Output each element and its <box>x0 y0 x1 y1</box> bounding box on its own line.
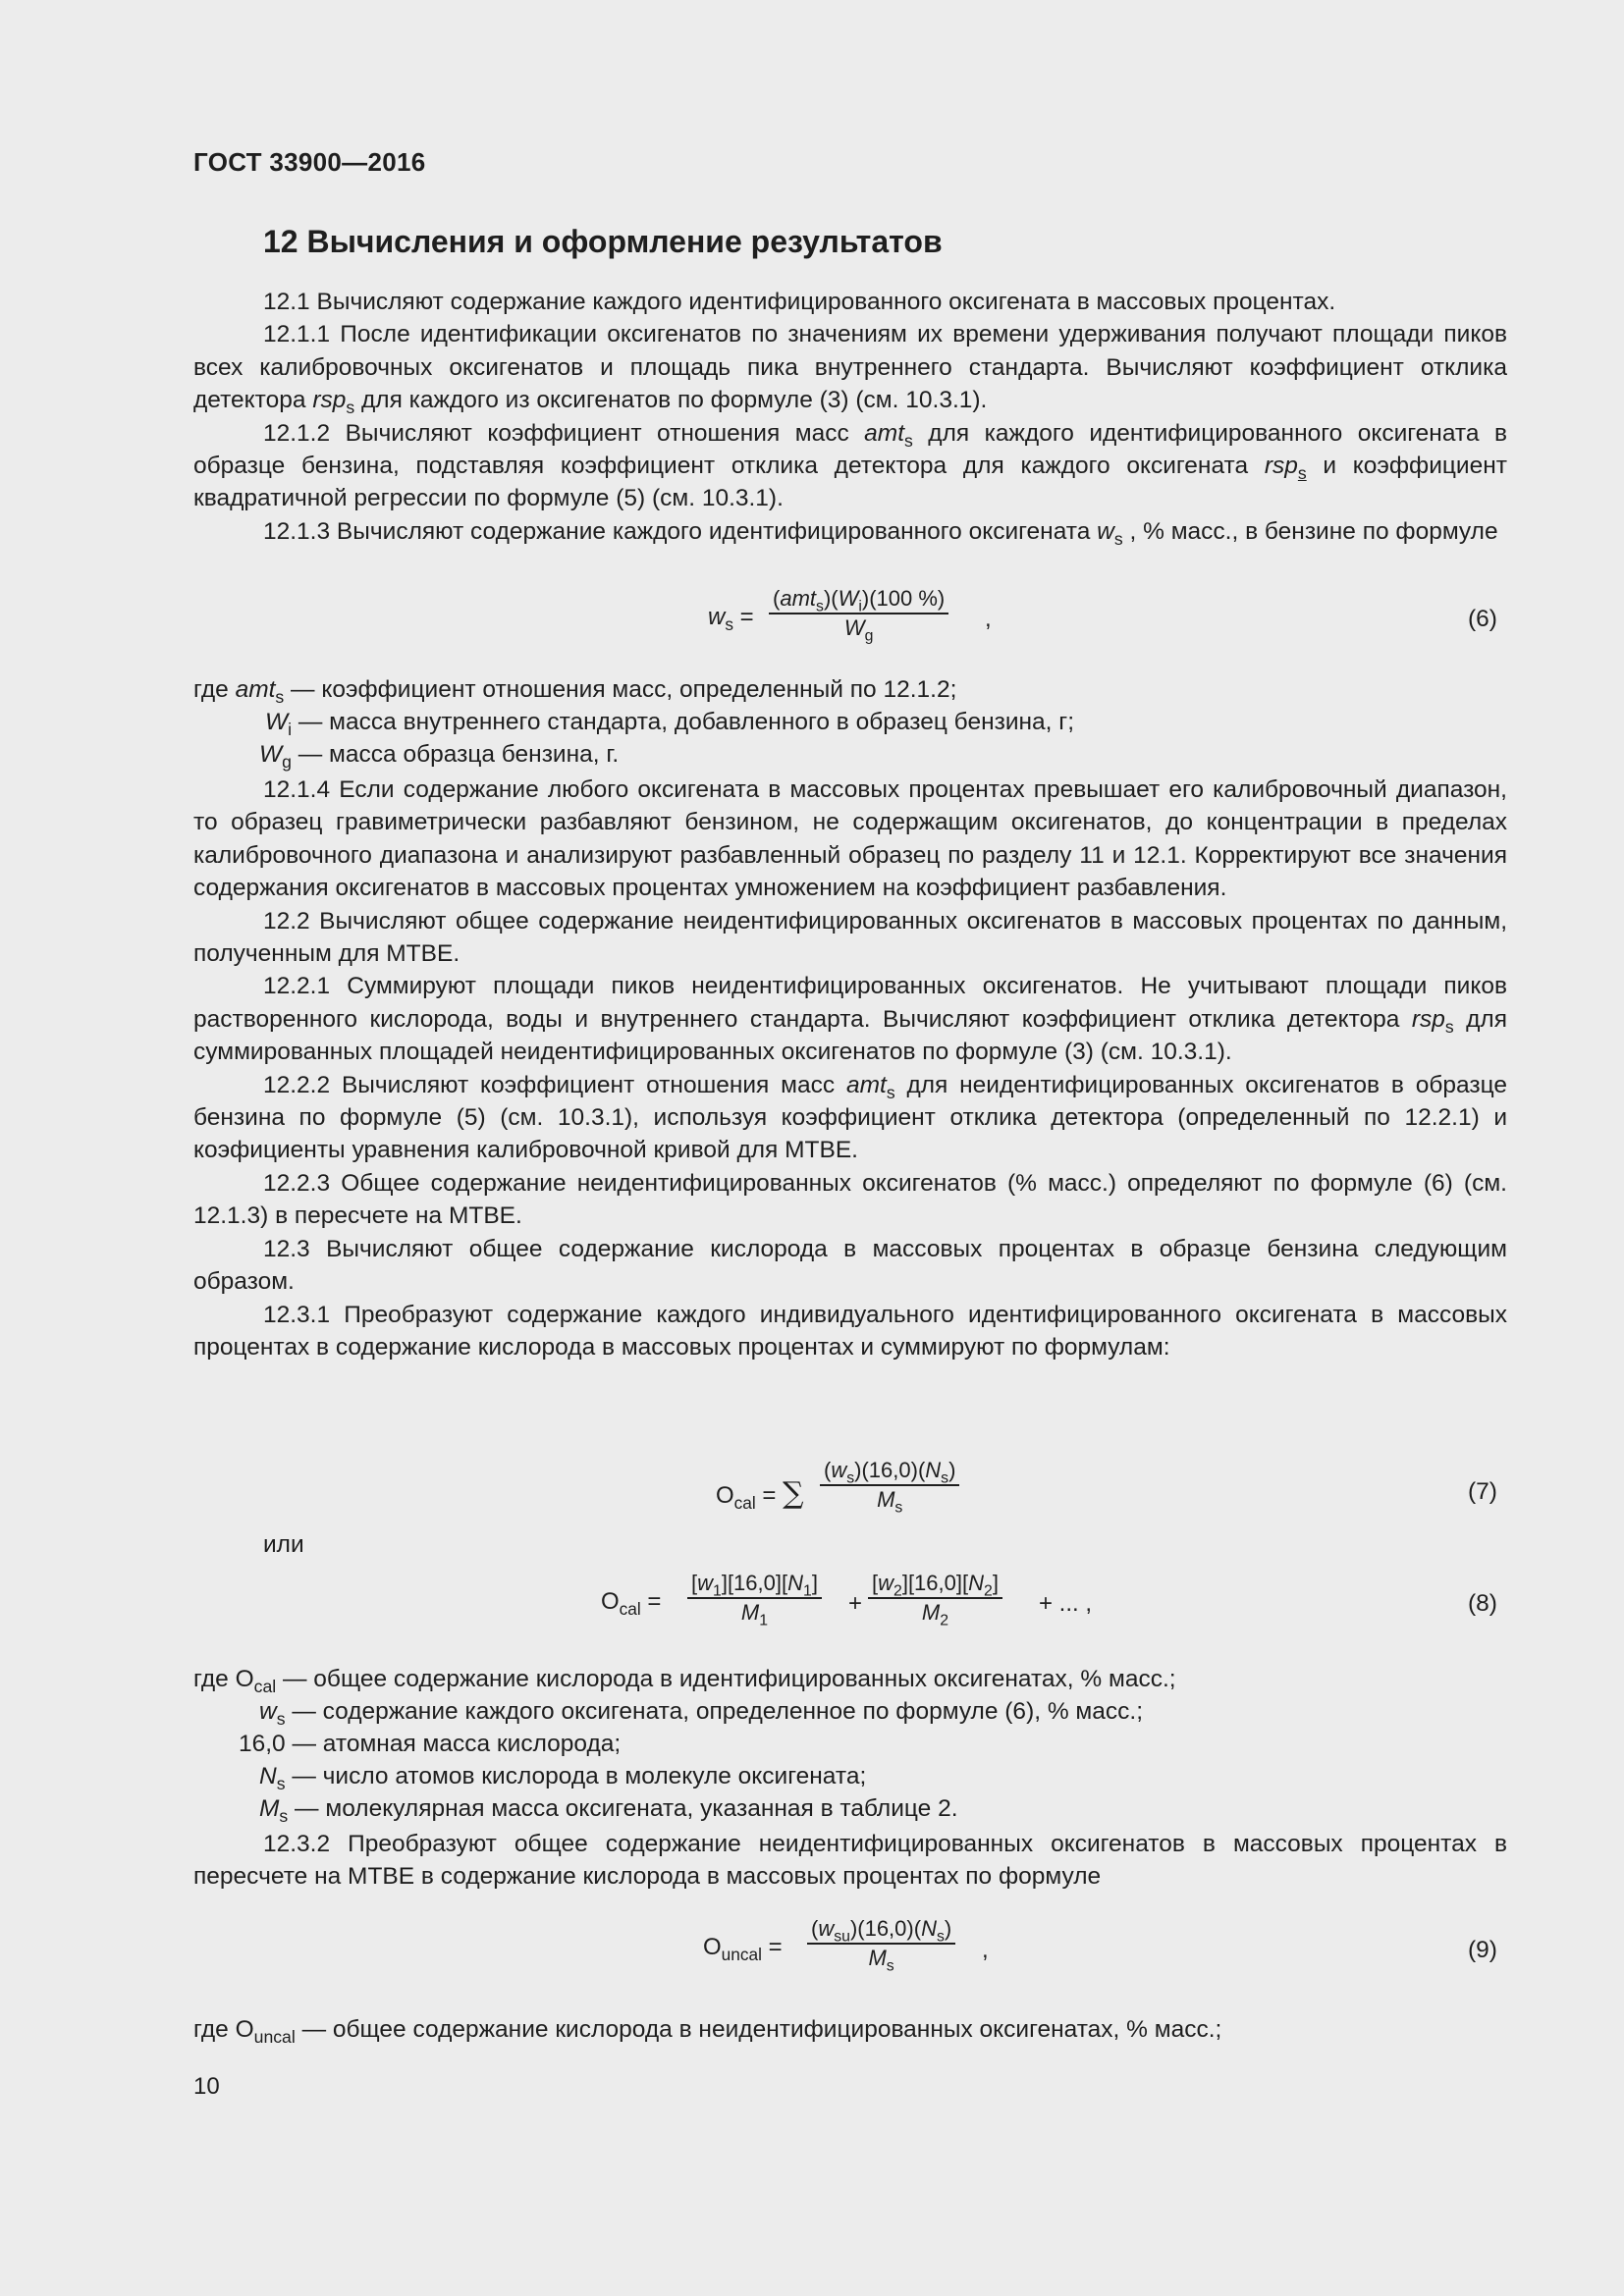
formula-8-plus: + <box>848 1590 863 1617</box>
text-block-3 <box>193 1828 1507 1894</box>
formula-6-number: (6) <box>1468 606 1497 632</box>
legend-16: 16,0 — атомная масса кислорода; <box>239 1731 622 1757</box>
formula-7-fraction: $\frac{(w_s)(16,0)(N_s)}{M_s}$ <box>820 1458 959 1513</box>
legend-ws: $w_s$ — содержание каждого оксигената, определенное по формуле (6), % масс.; <box>259 1698 1144 1730</box>
paragraph-12-3: 12.3 Вычисляют общее содержание кислорода в массовых процентах в образце бензина следующим образом. <box>193 1235 1507 1296</box>
legend-amt: где amt$_s$ — коэффициент отношения масс, определенный по 12.1.2; <box>193 676 957 708</box>
formula-6-comma: , <box>985 606 992 632</box>
or-word: или <box>263 1531 304 1558</box>
formula-9-number: (9) <box>1468 1937 1497 1963</box>
legend-wg: $W_g$ — масса образца бензина, г. <box>259 741 620 773</box>
formula-8-fraction-2: $\frac{[w_2][16,0][N_2]}{M_2}$ <box>868 1571 1002 1626</box>
legend-ns: $N_s$ — число атомов кислорода в молекуле оксигената; <box>259 1763 867 1794</box>
paragraph-12-1-3: 12.1.3 Вычисляют содержание каждого идентифицированного оксигената $w_s$ , % масс., в бензине по формуле <box>263 517 1498 550</box>
document-code: ГОСТ 33900—2016 <box>193 147 426 177</box>
text-block-2 <box>193 774 1507 1363</box>
paragraph-12-1-2: 12.1.2 Вычисляют коэффициент отношения масс amt$_s$ для каждого идентифицированного оксигената в образце бензина, подставляя коэффициент отклика детектора для каждого оксигената rsp$_s$ и коэффициент квадратичной регрессии по формуле (5) (см. 10.3.1). <box>193 419 1507 512</box>
paragraph-12-2: 12.2 Вычисляют общее содержание неидентифицированных оксигенатов в массовых процентах по данным, полученным для МТВЕ. <box>193 907 1507 968</box>
formula-8-lhs: $O_{cal}$ = <box>601 1588 662 1620</box>
formula-8-number: (8) <box>1468 1590 1497 1617</box>
formula-7-lhs: $O_{cal}$ = ∑ <box>716 1476 804 1514</box>
formula-9-comma: , <box>982 1937 989 1963</box>
paragraph-12-2-2: 12.2.2 Вычисляют коэффициент отношения масс amt$_s$ для неидентифицированных оксигенатов в образце бензина по формуле (5) (см. 10.3.1), используя коэффициент отклика детектора (определенный по 12.2.1) и коэфициенты уравнения калибровочной кривой для МТВЕ. <box>193 1071 1507 1164</box>
legend-wi: $W_i$ — масса внутреннего стандарта, добавленного в образец бензина, г; <box>265 709 1075 740</box>
legend-ms: $M_s$ — молекулярная масса оксигената, указанная в таблице 2. <box>259 1795 958 1827</box>
formula-9-lhs: $O_{uncal}$ = <box>703 1934 783 1965</box>
legend-ouncal: где $O_{uncal}$ — общее содержание кислорода в неидентифицированных оксигенатах, % масс.; <box>193 2016 1222 2048</box>
legend-ocal: где $O_{cal}$ — общее содержание кислорода в идентифицированных оксигенатах, % масс.; <box>193 1666 1176 1697</box>
formula-8-fraction-1: $\frac{[w_1][16,0][N_1]}{M_1}$ <box>687 1571 822 1626</box>
paragraph-12-3-2: 12.3.2 Преобразуют общее содержание неидентифицированных оксигенатов в массовых процентах в пересчете на МТВЕ в содержание кислорода в массовых процентах по формуле <box>193 1831 1507 1891</box>
paragraph-12-1: 12.1 Вычисляют содержание каждого идентифицированного оксигената в массовых процентах. <box>263 289 1336 315</box>
formula-6-lhs: $w_s$ = <box>708 604 754 635</box>
formula-7-number: (7) <box>1468 1478 1497 1505</box>
paragraph-12-1-1: 12.1.1 После идентификации оксигенатов по значениям их времени удерживания получают площади пиков всех калибровочных оксигенатов и площадь пика внутреннего стандарта. Вычисляют коэффициент отклика детектора rsp$_s$ для каждого из оксигенатов по формуле (3) (см. 10.3.1). <box>193 321 1507 418</box>
formula-6-fraction: $(amt_s)(W_i)(100$ %) $W_g$ <box>769 586 948 641</box>
paragraph-12-2-3: 12.2.3 Общее содержание неидентифицированных оксигенатов (% масс.) определяют по формуле (6) (см. 12.1.3) в пересчете на МТВЕ. <box>193 1169 1507 1230</box>
paragraph-12-3-1: 12.3.1 Преобразуют содержание каждого индивидуального идентифицированного оксигената в массовых процентах в содержание кислорода в массовых процентах и суммируют по формулам: <box>193 1301 1507 1361</box>
text-block-1 <box>193 286 1507 548</box>
page-number: 10 <box>193 2073 220 2100</box>
formula-8-tail: + ... , <box>1039 1590 1093 1617</box>
paragraph-12-1-4: 12.1.4 Если содержание любого оксигената в массовых процентах превышает его калибровочный диапазон, то образец гравиметрически разбавляют бензином, не содержащим оксигенатов, до концентрации в пределах калибровочного диапазона и анализируют разбавленный образец по разделу 11 и 12.1. Корректируют все значения содержания оксигенатов в массовых процентах умножением на коэффициент разбавления. <box>193 776 1507 902</box>
section-title: 12 Вычисления и оформление результатов <box>263 224 943 259</box>
formula-9-fraction: $(w_{su})(16,0)(N_s)$ $M_s$ <box>807 1916 955 1971</box>
paragraph-12-2-1: 12.2.1 Суммируют площади пиков неидентифицированных оксигенатов. Не учитывают площади пиков растворенного кислорода, воды и внутреннего стандарта. Вычисляют коэффициент отклика детектора rsp$_s$ для суммированных площадей неидентифицированных оксигенатов по формуле (3) (см. 10.3.1). <box>193 973 1507 1066</box>
